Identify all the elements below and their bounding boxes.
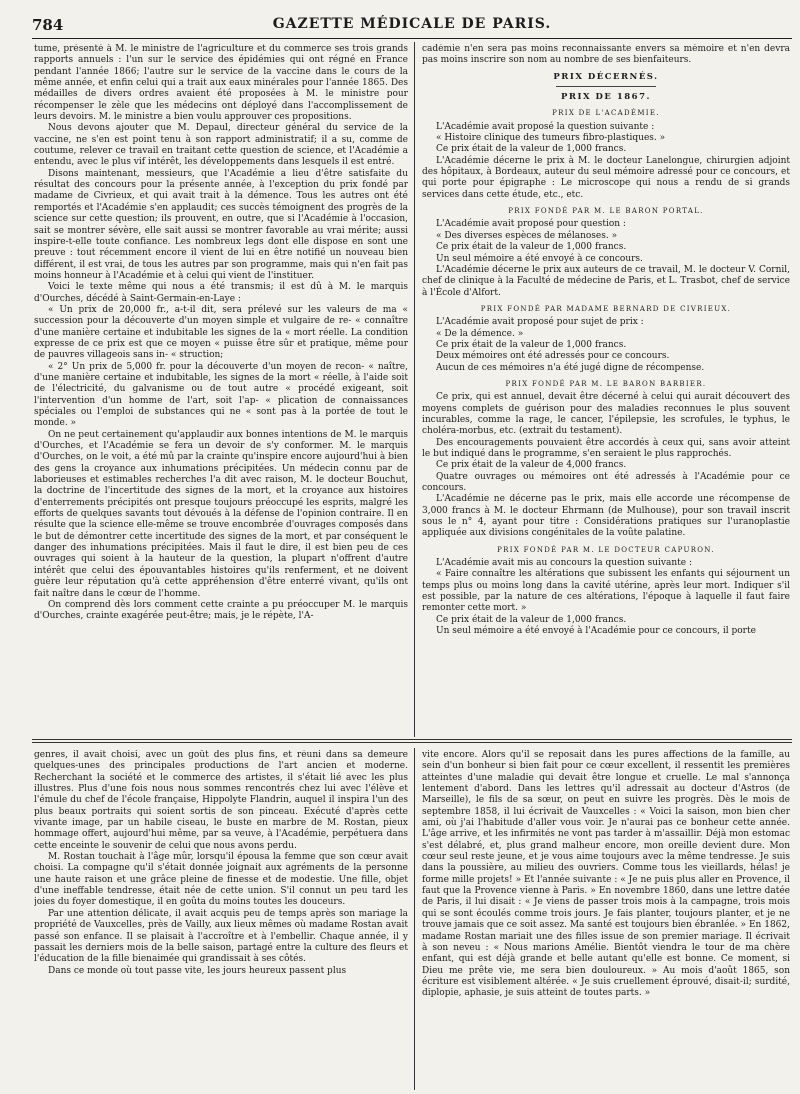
prize-heading: PRIX DE L'ACADÉMIE.: [552, 109, 660, 118]
paragraph: genres, il avait choisi, avec un goût des plus fins, et réuni dans sa demeure quelques-unes des principales productions de l'art ancien et moderne. Recherchant la société et le commerce des artistes, il s'était lié avec les plus illustres. Plus d'une fois nous nous sommes rencontrés chez lui avec l'élève et l'émule du chef de l'école française, Hippolyte Flandrin, auquel il inspira l'un des plus beaux portraits qui soient sortis de son pinceau. Exécuté d'après cette vivante image, par un habile ciseau, le buste en marbre de M. Rostan, pieux hommage offert, aujourd'hui même, par sa veuve, à l'Académie, perpétuera dans cette enceinte le souvenir de celui que nous avons perdu.: [34, 750, 408, 851]
paragraph: Nous devons ajouter que M. Depaul, directeur général du service de la vaccine, ne s'en est point tenu à son rapport administratif; il a su, comme de coutume, relever ce travail en traitant cette question de science, et l'Académie a entendu, avec le plus vif intérêt, les développements dans lesquels il est entré.: [34, 123, 408, 168]
section-heading: PRIX DÉCERNÉS.: [553, 71, 659, 82]
paragraph: Deux mémoires ont été adressés pour ce concours.: [436, 351, 670, 362]
paragraph: tume, présenté à M. le ministre de l'agriculture et du commerce ses trois grands rapports annuels : l'un sur le service des épidémies qui ont régné en France pendant l'année 1866; l'autre sur le service de la vaccine dans le cours de la même année, et enfin celui qui a trait aux eaux minérales pour l'année 1865. Des médailles de divers ordres avaient été proposées à M. le ministre pour récompenser le zèle que les médecins ont déployé dans l'accomplissement de leurs devoirs. M. le ministre a bien voulu approuver ces propositions.: [34, 44, 408, 123]
paragraph: Ce prix était de la valeur de 1,000 francs.: [436, 614, 627, 625]
paragraph: L'Académie décerne le prix aux auteurs de ce travail, M. le docteur V. Cornil, chef de clinique à la Faculté de médecine de Paris, et L. Trasbot, chef de service à l'École d'Alfort.: [422, 264, 790, 298]
paragraph: L'Académie décerne le prix à M. le docteur Lanelongue, chirurgien adjoint des hôpitaux, à Bordeaux, auteur du seul mémoire adressé pour ce concours, et qui porte pour épigraphe : Le microscope qui nous a rendu de si grands services dans cette étude, etc., etc.: [422, 155, 790, 200]
right-column-top: [422, 44, 790, 734]
paragraph: Ce prix, qui est annuel, devait être décerné à celui qui aurait découvert des moyens complets de guérison pour des maladies reconnues le plus souvent incurables, comme la rage, le cancer, l'épilepsie, les scrofules, le typhus, le choléra-morbus, etc. (extrait du testament).: [422, 392, 790, 437]
column-divider-bottom: [414, 748, 415, 1090]
paragraph: L'Académie avait proposé pour question :: [436, 219, 626, 230]
paragraph: cadémie n'en sera pas moins reconnaissante envers sa mémoire et n'en devra pas moins inscrire son nom au nombre de ses bienfaiteurs.: [422, 44, 790, 66]
page-number: 784: [32, 16, 64, 34]
paragraph: « Des diverses espèces de mélanoses. »: [436, 230, 618, 241]
prize-heading: PRIX FONDÉ PAR M. LE BARON PORTAL.: [508, 207, 704, 216]
year-heading: PRIX DE 1867.: [561, 92, 651, 103]
journal-title: GAZETTE MÉDICALE DE PARIS.: [272, 16, 552, 32]
paragraph: Quatre ouvrages ou mémoires ont été adressés à l'Académie pour ce concours.: [422, 471, 790, 494]
paragraph: M. Rostan touchait à l'âge mûr, lorsqu'il épousa la femme que son cœur avait choisi. La compagne qu'il s'était donnée joignait aux agréments de la personne une haute raison et une grâce pleine de finesse et de modestie. Une fille, objet d'une ineffable tendresse, était née de cette union. S'il connut un peu tard les joies du foyer domestique, il en goûta du moins toutes les douceurs.: [34, 852, 408, 908]
paragraph: Un seul mémoire a été envoyé à ce concours.: [436, 253, 643, 264]
paragraph: Des encouragements pouvaient être accordés à ceux qui, sans avoir atteint le but indiqué dans le programme, s'en seraient le plus rapprochés.: [422, 437, 790, 459]
paragraph: Voici le texte même qui nous a été transmis; il est dû à M. le marquis d'Ourches, décédé à Saint-Germain-en-Laye :: [34, 282, 408, 304]
paragraph: L'Académie avait mis au concours la question suivante :: [436, 558, 692, 569]
paragraph: Ce prix était de la valeur de 1,000 francs.: [436, 339, 627, 350]
paragraph: On comprend dès lors comment cette crainte a pu préoccuper M. le marquis d'Ourches, crainte exagérée peut-être; mais, je le répète, l'A-: [34, 599, 408, 622]
paragraph: Ce prix était de la valeur de 1,000 francs.: [436, 242, 627, 253]
divider: [556, 86, 656, 87]
paragraph: « De la démence. »: [436, 328, 524, 339]
paragraph: On ne peut certainement qu'applaudir aux bonnes intentions de M. le marquis d'Ourches, et l'Académie se fera un devoir de s'y conformer. M. le marquis d'Ourches, on le voit, a été mû par la crainte qu'inspire encore aujourd'hui à bien des gens la croyance aux inhumations précipitées. Un médecin connu par de laborieuses et estimables recherches l'a dit avec raison, M. le docteur Bouchut, la doctrine de l'incertitude des signes de la mort, et la croyance aux histoires d'enterrements précipités ont presque toujours préoccupé les esprits, malgré les efforts de quelques savants tout dévoués à la défense de l'opinion contraire. Il en résulte que la science elle-même se trouve encombrée d'ouvrages composés dans le but de démontrer cette incertitude des signes de la mort, et par conséquent le danger des inhumations précipitées. Mais il faut le dire, il est bien peu de ces ouvrages qui soient à la hauteur de la question, la plupart n'offrent d'autre intérêt que celui des épouvantables histoires qu'ils renferment, et ne doivent guère leur réputation qu'à cette appréhension d'être enterré vivant, qu'ils ont fait naître dans le cœur de l'homme.: [34, 429, 408, 599]
quote-paragraph: « Un prix de 20,000 fr., a-t-il dit, sera prélevé sur les valeurs de ma « succession pour la découverte d'un moyen simple et vulgaire de re- « connaître d'une manière certaine et indubitable les signes de la « mort réelle. La condition expresse de ce prix est que ce moyen « puisse être sûr et pratique, même pour de pauvres villageois sans in- « struction;: [34, 304, 408, 361]
paragraph: Ce prix était de la valeur de 1,000 francs.: [436, 144, 627, 155]
paragraph: Par une attention délicate, il avait acquis peu de temps après son mariage la propriété de Vauxcelles, près de Vailly, aux lieux mêmes où madame Rostan avait passé son enfance. Il se plaisait à l'accroître et à l'embellir. Chaque année, il y passait les derniers mois de la belle saison, partagé entre la culture des fleurs et l'éducation de la fille bienaimée qui grandissait à ses côtés.: [34, 908, 408, 965]
prize-heading: PRIX FONDÉ PAR M. LE DOCTEUR CAPURON.: [497, 545, 715, 554]
left-column-bottom: [34, 750, 408, 1088]
section-rule-double: [32, 742, 792, 743]
paragraph: Un seul mémoire a été envoyé à l'Académie pour ce concours, il porte: [436, 626, 756, 637]
prize-heading: PRIX FONDÉ PAR M. LE BARON BARBIER.: [505, 379, 707, 388]
prize-heading: PRIX FONDÉ PAR MADAME BERNARD DE CIVRIEUX.: [480, 304, 732, 313]
left-column-top: [34, 44, 408, 734]
paragraph: Aucun de ces mémoires n'a été jugé digne de récompense.: [436, 362, 705, 373]
section-rule: [32, 739, 792, 740]
paragraph: « Faire connaître les altérations que subissent les enfants qui séjournent un temps plus ou moins long dans la cavité utérine, après leur mort. Indiquer s'il est possible, par la nature de ces altérations, l'époque à laquelle il faut faire remonter cette mort. »: [422, 569, 790, 614]
paragraph: Dans ce monde où tout passe vite, les jours heureux passent plus: [48, 965, 347, 976]
right-column-bottom: [422, 750, 790, 1088]
paragraph: « Histoire clinique des tumeurs fibro-plastiques. »: [436, 133, 666, 144]
paragraph: Ce prix était de la valeur de 4,000 francs.: [436, 460, 627, 471]
paragraph: Disons maintenant, messieurs, que l'Académie a lieu d'être satisfaite du résultat des concours pour la présente année, à l'exception du prix fondé par madame de Civrieux, et qui avait trait à la démence. Tous les autres ont été remportés et l'Académie s'en applaudit; ces succès témoignent des progrès de la science sur cette question; ils prouvent, en outre, que si l'Académie à l'occasion, sait se montrer sévère, elle sait aussi se montrer favorable au vrai mérite; aussi inspire-t-elle toute confiance. Les nombreux legs dont elle dispose en sont une preuve : tout récemment encore il vient de lui en être notifié un nouveau bien différent, il est vrai, de tous les autres par son programme, mais qui n'en fait pas moins honneur à l'Académie et à celui qui vient de l'instituer.: [34, 168, 408, 281]
paragraph: L'Académie ne décerne pas le prix, mais elle accorde une récompense de 3,000 francs à M. le docteur Ehrmann (de Mulhouse), pour son travail inscrit sous le n° 4, ayant pour titre : Considérations pratiques sur l'uranoplastie appliquée aux divisions congénitales de la voûte palatine.: [422, 494, 790, 539]
page-header: [32, 16, 792, 39]
column-divider-top: [414, 42, 415, 737]
paragraph: L'Académie avait proposé la question suivante :: [436, 121, 655, 132]
quote-paragraph: « 2° Un prix de 5,000 fr. pour la découverte d'un moyen de recon- « naître, d'une manière certaine et indubitable, les signes de la mort « réelle, à l'aide soit de l'électricité, du galvanisme ou de tout autre « procédé exigeant, soit l'intervention d'un homme de l'art, soit l'ap- « plication de connaissances spéciales ou l'emploi de substances qui ne « sont pas à la portée de tout le monde. »: [34, 361, 408, 429]
paragraph: vite encore. Alors qu'il se reposait dans les pures affections de la famille, au sein d'un bonheur si bien fait pour ce cœur excellent, il ressentit les premières atteintes d'une maladie qui devait être longue et cruelle. Le mal s'annonça lentement d'abord. Dans les lettres qu'il adressait au docteur d'Astros (de Marseille), le fils de sa sœur, on peut en suivre les progrès. Dès le mois de septembre 1858, il lui écrivait de Vauxcelles : « Voici la saison, mon bien cher ami, où j'ai l'habitude d'aller vous voir. Je n'aurai pas ce bonheur cette année. L'âge arrive, et les infirmités ne vont pas tarder à m'assaillir. Déjà mon estomac s'est délabré, et, plus grand malheur encore, mon oreille devient dure. Mon cœur seul reste jeune, et je vous aime toujours avec la même tendresse. Je suis dans la poussière, au milieu des ouvriers. Comme tous les vieillards, hélas! je forme mille projets! » Et l'année suivante : « Je ne puis plus aller en Provence, il faut que la Provence vienne à Paris. » En novembre 1860, dans une lettre datée de Paris, il lui disait : « Je viens de passer trois mois à la campagne, trois mois qui se sont écoulés comme trois jours. Je fais planter, toujours planter, et je ne trouve jamais que ce soit assez. Ma santé est toujours bien ébranlée. » En 1862, madame Rostan mariait une des filles issue de son premier mariage. Il écrivait à son neveu : « Nous marions Amélie. Bientôt viendra le tour de ma chère enfant, qui est déjà grande et belle autant qu'elle est bonne. Ce moment, si Dieu me prête vie, me sera bien douloureux. » Au mois d'août 1865, son écriture est visiblement altérée. « Je suis cruellement éprouvé, disait-il; surdité, diplopie, aphasie, je suis atteint de toutes parts. »: [422, 750, 790, 999]
paragraph: L'Académie avait proposé pour sujet de prix :: [436, 317, 644, 328]
